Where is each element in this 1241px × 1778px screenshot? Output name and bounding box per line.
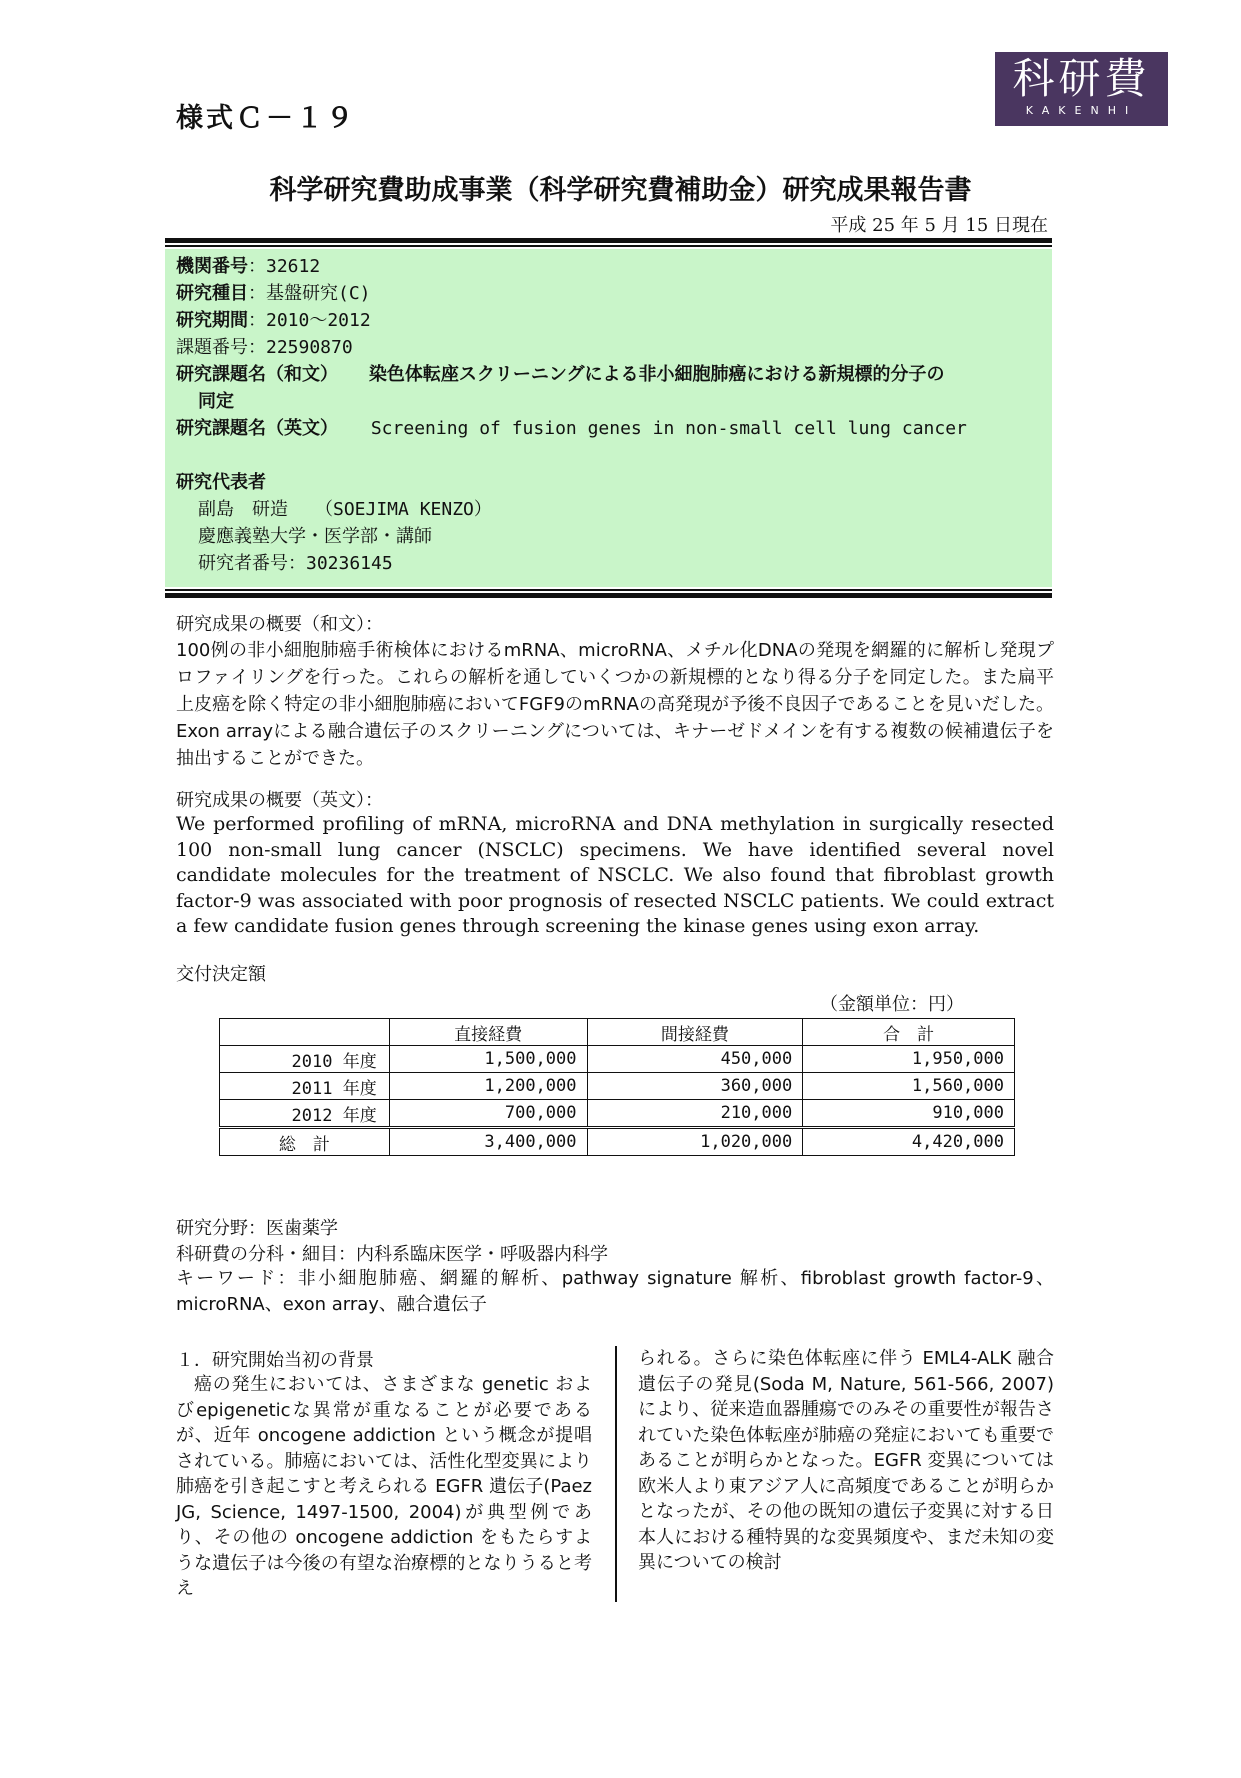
background-left-column: 癌の発生においては、さまざまな genetic およびepigeneticな異常が重なることが必要であるが、近年 oncogene addiction という概念が提唱されている。肺癌においては、活性化型変異により肺癌を引き起こすと考えられる EGFR 遺伝子(Paez JG, Science, 1497-1500, 2004)が典型例であり、その他の oncogene addiction をもたらすような遺伝子は今後の有望な治療標的となりうると考え	[176, 1374, 592, 1599]
budget-direct: 700,000	[389, 1100, 587, 1128]
budget-total-indirect: 1,020,000	[587, 1128, 803, 1156]
pi-researcher-no-row	[198, 550, 393, 577]
budget-total-row	[220, 1128, 1015, 1156]
kakenhi-logo	[995, 52, 1168, 126]
title-jp-row	[176, 361, 944, 388]
budget-row	[220, 1046, 1015, 1073]
period-value: ：2010～2012	[248, 310, 371, 331]
budget-sum: 1,950,000	[803, 1046, 1015, 1073]
budget-header-indirect: 間接経費	[587, 1019, 803, 1046]
pi-affiliation-row	[198, 523, 432, 550]
institution-value: ：32612	[248, 256, 321, 277]
pi-name-row	[198, 496, 492, 523]
project-no-row	[176, 334, 353, 361]
logo-roman: KAKENHI	[1025, 104, 1138, 117]
project-no-label: 課題番号	[176, 337, 248, 358]
budget-header-total: 合 計	[803, 1019, 1015, 1046]
budget-total-label: 総 計	[220, 1128, 390, 1156]
budget-total-direct: 3,400,000	[389, 1128, 587, 1156]
summary-en-text: We performed profiling of mRNA, microRNA and DNA methylation in surgically resected 100 non-small lung cancer (NSCLC) specimens. We have identified several novel candidate molecules for the treatment of NSCLC. We also found that fibroblast growth factor-9 was associated with poor prognosis of resected NSCLC patients. We could extract a few candidate fusion genes through screening the kinase genes using exon array.	[176, 813, 1054, 937]
project-no-value: ：22590870	[248, 337, 353, 358]
budget-indirect: 210,000	[587, 1100, 803, 1128]
title-jp-cont-row	[198, 388, 234, 415]
budget-year: 2012 年度	[220, 1100, 390, 1128]
pi-name: 副島 研造 （SOEJIMA KENZO）	[198, 499, 492, 520]
budget-sum: 1,560,000	[803, 1073, 1015, 1100]
column-divider	[615, 1346, 617, 1602]
title-en-row	[176, 415, 967, 442]
title-en-value: Screening of fusion genes in non-small cell lung cancer	[370, 418, 967, 439]
rule-top-thin	[165, 245, 1052, 247]
budget-indirect: 360,000	[587, 1073, 803, 1100]
budget-header-row	[220, 1019, 1015, 1046]
research-subject: 科研費の分科・細目：内科系臨床医学・呼吸器内科学	[176, 1244, 608, 1265]
budget-table	[219, 1018, 1015, 1156]
summary-jp-label: 研究成果の概要（和文）：	[176, 614, 383, 635]
pi-affiliation: 慶應義塾大学・医学部・講師	[198, 526, 432, 547]
institution-row	[176, 253, 320, 280]
summary-en-label: 研究成果の概要（英文）：	[176, 790, 383, 811]
pi-researcher-no: 研究者番号：30236145	[198, 553, 393, 574]
category-row	[176, 280, 371, 307]
background-right-column: られる。さらに染色体転座に伴う EML4-ALK 融合遺伝子の発見(Soda M, Nature, 561-566, 2007)により、従来造血器腫瘍でのみその重要性が報告されていた染色体転座が肺癌の発症においても重要であることが明らかとなった。EGFR 変異については欧米人より東アジア人に高頻度であることが明らかとなったが、その他の既知の遺伝子変異に対する日本人における種特異的な変異頻度や、まだ未知の変異についての検討	[638, 1348, 1054, 1573]
budget-sum: 910,000	[803, 1100, 1015, 1128]
budget-header-blank	[220, 1019, 390, 1046]
budget-direct: 1,200,000	[389, 1073, 587, 1100]
keywords: キーワード：非小細胞肺癌、網羅的解析、pathway signature 解析、fibroblast growth factor-9、microRNA、exon array、融合遺伝子	[176, 1268, 1054, 1315]
budget-label: 交付決定額	[176, 964, 266, 985]
research-area: 研究分野：医歯薬学	[176, 1218, 338, 1239]
title-jp-value: 染色体転座スクリーニングによる非小細胞肺癌における新規標的分子の	[368, 364, 945, 385]
period-row	[176, 307, 371, 334]
budget-indirect: 450,000	[587, 1046, 803, 1073]
document-title: 科学研究費助成事業（科学研究費補助金）研究成果報告書	[269, 175, 972, 206]
category-value: ：基盤研究(C)	[248, 283, 371, 304]
report-date: 平成 25 年 5 月 15 日現在	[830, 215, 1048, 236]
summary-jp-text: 100例の非小細胞肺癌手術検体におけるmRNA、microRNA、メチル化DNAの発現を網羅的に解析し発現プロファイリングを行った。これらの解析を通していくつかの新規標的となり得る分子を同定した。また扁平上皮癌を除く特定の非小細胞肺癌においてFGF9のmRNAの高発現が予後不良因子であることを見いだした。Exon arrayによる融合遺伝子のスクリーニングについては、キナーゼドメインを有する複数の候補遺伝子を抽出することができた。	[176, 640, 1054, 769]
title-jp-value-cont: 同定	[198, 391, 234, 412]
rule-bottom	[165, 593, 1052, 598]
title-jp-label: 研究課題名（和文）	[176, 364, 338, 385]
pi-label: 研究代表者	[176, 472, 266, 493]
rule-top	[165, 238, 1052, 243]
background-heading: １．研究開始当初の背景	[176, 1350, 374, 1371]
budget-row	[220, 1073, 1015, 1100]
pi-row	[176, 469, 266, 496]
budget-year: 2011 年度	[220, 1073, 390, 1100]
budget-unit: （金額単位：円）	[820, 994, 964, 1015]
institution-label: 機関番号	[176, 256, 248, 277]
budget-header-direct: 直接経費	[389, 1019, 587, 1046]
budget-row	[220, 1100, 1015, 1128]
budget-year: 2010 年度	[220, 1046, 390, 1073]
title-en-label: 研究課題名（英文）	[176, 418, 338, 439]
form-id: 様式Ｃ－１９	[176, 103, 356, 134]
category-label: 研究種目	[176, 283, 248, 304]
budget-total-sum: 4,420,000	[803, 1128, 1015, 1156]
period-label: 研究期間	[176, 310, 248, 331]
logo-kanji: 科研費	[1012, 54, 1151, 103]
budget-direct: 1,500,000	[389, 1046, 587, 1073]
rule-bottom-thin	[165, 589, 1052, 591]
